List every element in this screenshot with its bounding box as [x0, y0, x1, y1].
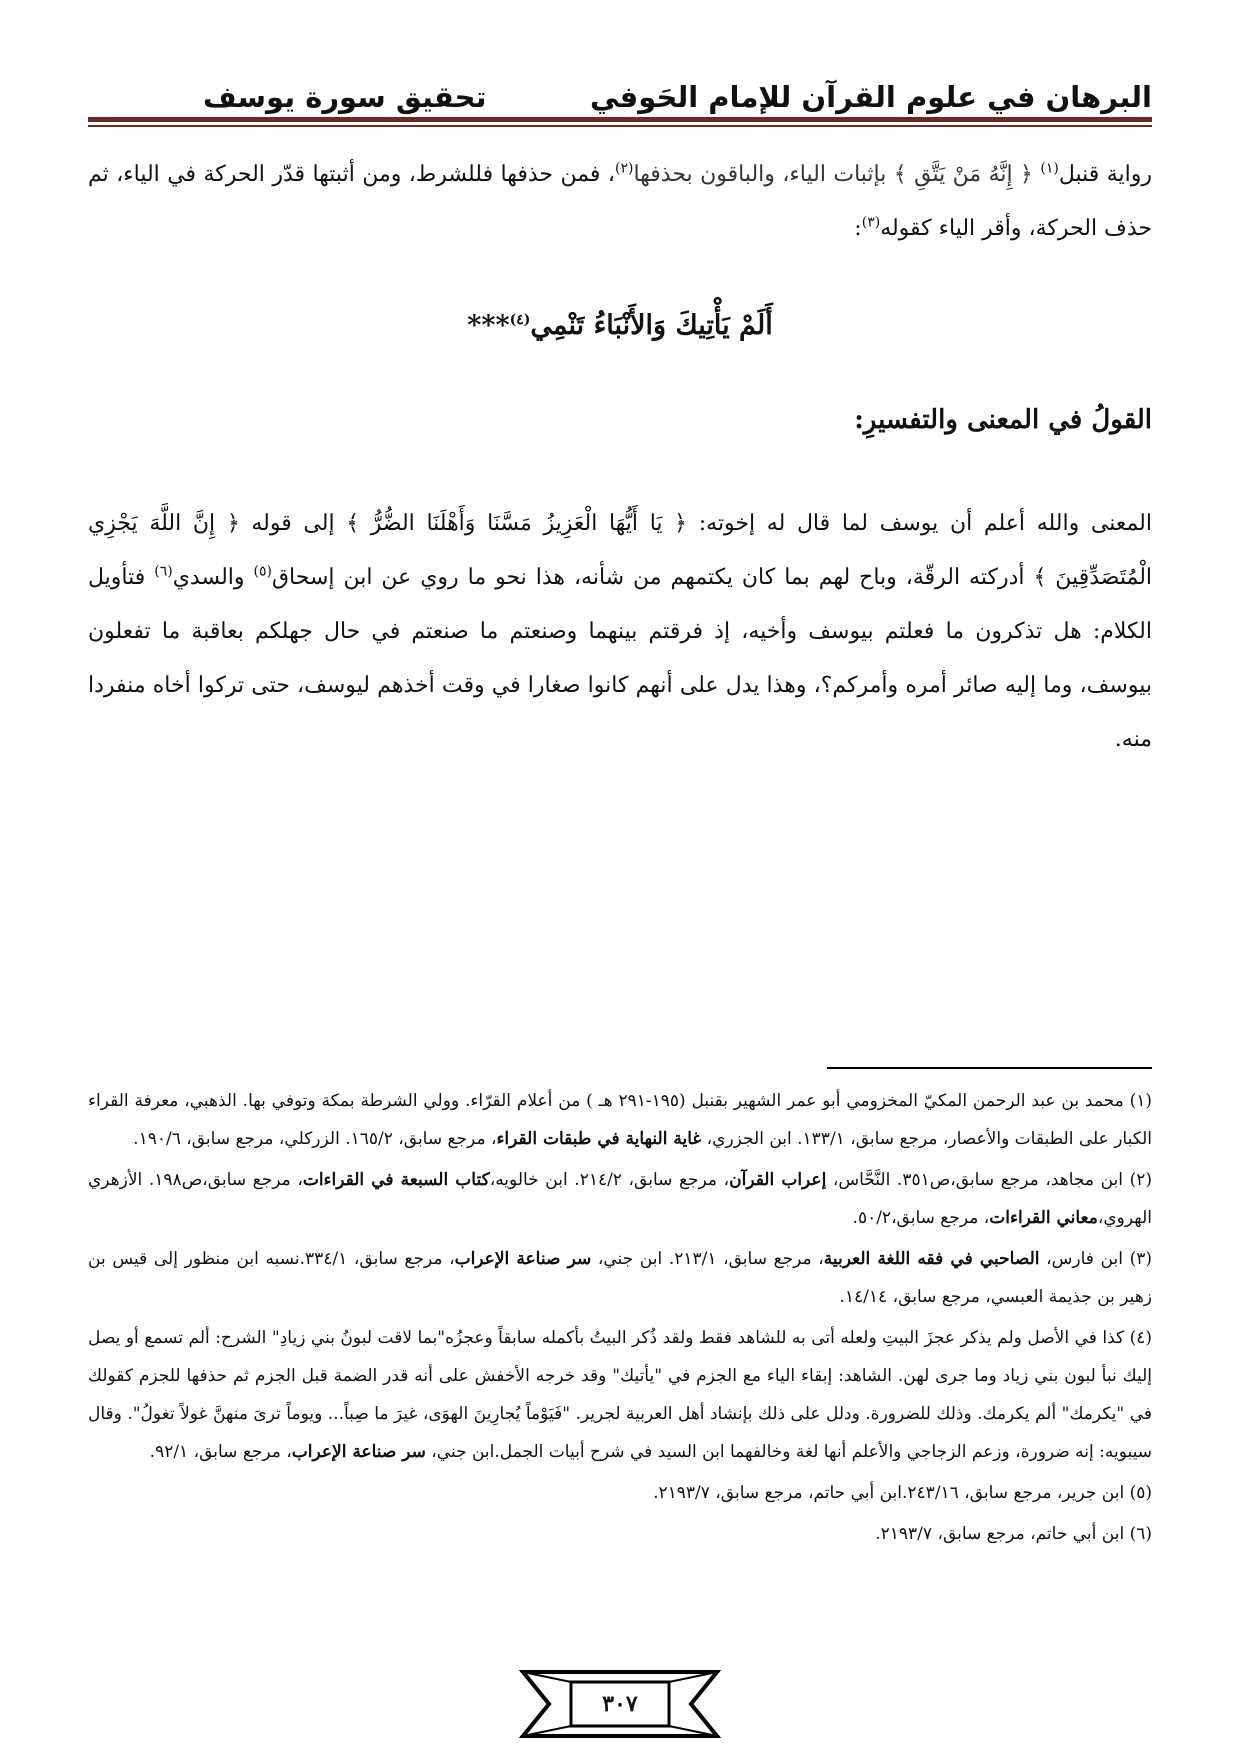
paragraph-text: فتأويل الكلام: هل تذكرون ما فعلتم بيوسف وأخيه، إذ فرقتم بينهما وصنعتم ما صنعتم في حال جهلكم بعاقبة ما تفعلون بيوسف، وما إليه صائر أمره وأمركم؟، وهذا يدل على أنهم كانوا صغارا في وقت أخذهم ليوسف، حتى تركوا أخاه منفردا منه. [88, 565, 1152, 752]
book-title-bold: سر صناعة الإعراب [291, 1442, 426, 1462]
poetry-verse [88, 310, 1152, 341]
paragraph-text: والسدي [172, 565, 254, 590]
footnote-text: ، مرجع سابق،٥٠/٢. [852, 1208, 990, 1228]
footnote-1 [88, 1082, 1152, 1158]
running-header [88, 58, 1152, 114]
paragraph-text: : [854, 216, 862, 241]
footnote-ref[interactable]: (١) [1040, 160, 1059, 177]
page-number: ٣٠٧ [602, 1691, 638, 1717]
footnote-text: ، مرجع سابق، ١٦٥/٢. الزركلي، مرجع سابق، ١٩٠/٦. [133, 1129, 497, 1149]
paragraph-text: رواية قنبل [1058, 162, 1152, 187]
footnote-text: (٤) كذا في الأصل ولم يذكر عجزَ البيتِ ولعله أتى به للشاهد فقط ولقد ذُكر البيتُ بأكمله سابقاً وعجزُه"بما لاقت لبونُ بني زيادِ" الشرح: ألم تسمع أو يصل إليك نبأ لبون بني زياد وما جرى لهن. الشاهد: إبقاء الياء مع الجزم في "يأتيك" وقد خرجه الأخفش على أنه قدر الضمة قبل الجزم ثم حذفها للجزم كقولك في "يكرمك" ألم يكرمك. وذلك للضرورة. ودلل على ذلك بإنشاد أهل العربية لجرير. "فَيَوْماً يُجارِينَ الهوَى، غيرَ ما صِباً... ويوماً ترىَ منهنَّ غولاً تغولُ". وقال سيبويه: إنه ضرورة، وزعم الزجاجي والأعلم أنها لغة وخالفهما ابن السيد في شرح أبيات الجمل.ابن جني، [88, 1328, 1152, 1462]
footnote-text: ، مرجع سابق، ٣٣٤/١.نسبه ابن منظور إلى قيس بن زهير بن جذيمة العبسي، مرجع سابق، ١٤/١٤. [88, 1249, 1152, 1307]
section-title: القولُ في المعنى والتفسيرِ: [854, 405, 1152, 435]
footnote-ref[interactable]: (٣) [861, 214, 881, 231]
book-title-bold: سر صناعة الإعراب [454, 1249, 592, 1269]
chapter-title: تحقيق سورة يوسف [203, 80, 487, 114]
paragraph-text: ﴿ إِنَّهُ مَنْ يَتَّقِ ﴾ بإثبات الياء، والباقون بحذفها [633, 162, 1033, 187]
book-title-bold: الصاحبي في فقه اللغة العربية [823, 1249, 1040, 1269]
paragraph-text: المعنى والله أعلم أن يوسف لما قال له إخوته: ﴿ يَا أَيُّهَا الْعَزِيزُ مَسَّنَا وَأَهْلَنَا الضُّرُّ ﴾ إلى قوله ﴿ إِنَّ اللَّهَ يَجْزِي الْمُتَصَدِّقِينَ ﴾ أدركته الرقّة، وباح لهم بما كان يكتمهم من شأنه، هذا نحو ما روي عن ابن إسحاق [88, 511, 1153, 590]
footnote-ref[interactable]: (٦) [154, 563, 173, 580]
footnote-text: ، مرجع سابق،ص١٩٨. الأزهري الهروي، [88, 1170, 1152, 1228]
paragraph-text: ، فمن حذفها فللشرط، ومن أثبتها قدّر الحركة في الياء، ثم حذف الحركة، وأقر الياء كقوله [88, 162, 1152, 241]
verse-text: أَلَمْ يَأْتِيكَ وَالأَنْبَاءُ تَنْمِي [530, 310, 773, 341]
footnote-3 [88, 1240, 1152, 1316]
footnote-text: ، مرجع سابق، ٩٢/١. [149, 1442, 292, 1462]
footnote-ref[interactable]: (٥) [253, 563, 272, 580]
footnote-text: (٣) ابن فارس، [1039, 1249, 1153, 1269]
book-title-bold: إعراب القرآن [729, 1170, 827, 1190]
footnote-text: (١) محمد بن عبد الرحمن المكيّ المخزومي أبو عمر الشهير بقنبل (١٩٥-٢٩١ هـ ) من أعلام القرّاء. وولي الشرطة بمكة وتوفي بها. الذهبي، معرفة القراء الكبار على الطبقات والأعصار، مرجع سابق، ١٣٣/١. ابن الجزري، [88, 1091, 1153, 1149]
footnotes [88, 1082, 1152, 1556]
paragraph-recitation [88, 148, 1152, 256]
header-rule-thin [88, 125, 1152, 127]
paragraph-meaning [88, 497, 1152, 767]
footnote-ref[interactable]: (٤) [509, 312, 531, 328]
verse-stars: *** [467, 310, 510, 341]
footnote-5: (٥) ابن جرير، مرجع سابق، ٢٤٣/١٦.ابن أبي حاتم، مرجع سابق، ٢١٩٣/٧. [653, 1483, 1152, 1503]
footnote-text: ، مرجع سابق، ٢١٤/٢. ابن خالويه، [489, 1170, 730, 1190]
footnote-ref[interactable]: (٢) [614, 160, 634, 177]
footnote-2 [88, 1161, 1152, 1237]
footnote-text: (٢) ابن مجاهد، مرجع سابق،ص٣٥١. النَّحَّاس، [826, 1170, 1152, 1190]
book-title-bold: معاني القراءات [989, 1208, 1098, 1228]
book-title-bold: كتاب السبعة في القراءات [302, 1170, 490, 1190]
book-title: البرهان في علوم القرآن للإمام الحَوفي [589, 80, 1152, 114]
footnote-6: (٦) ابن أبي حاتم، مرجع سابق، ٢١٩٣/٧. [875, 1524, 1152, 1544]
footnote-4 [88, 1319, 1152, 1471]
book-title-bold: غاية النهاية في طبقات القراء [496, 1129, 702, 1149]
footnote-separator [827, 1067, 1152, 1069]
footnote-text: ، مرجع سابق، ٢١٣/١. ابن جني، [591, 1249, 824, 1269]
page-number-ornament [515, 1668, 725, 1740]
header-rule-thick [88, 117, 1152, 122]
